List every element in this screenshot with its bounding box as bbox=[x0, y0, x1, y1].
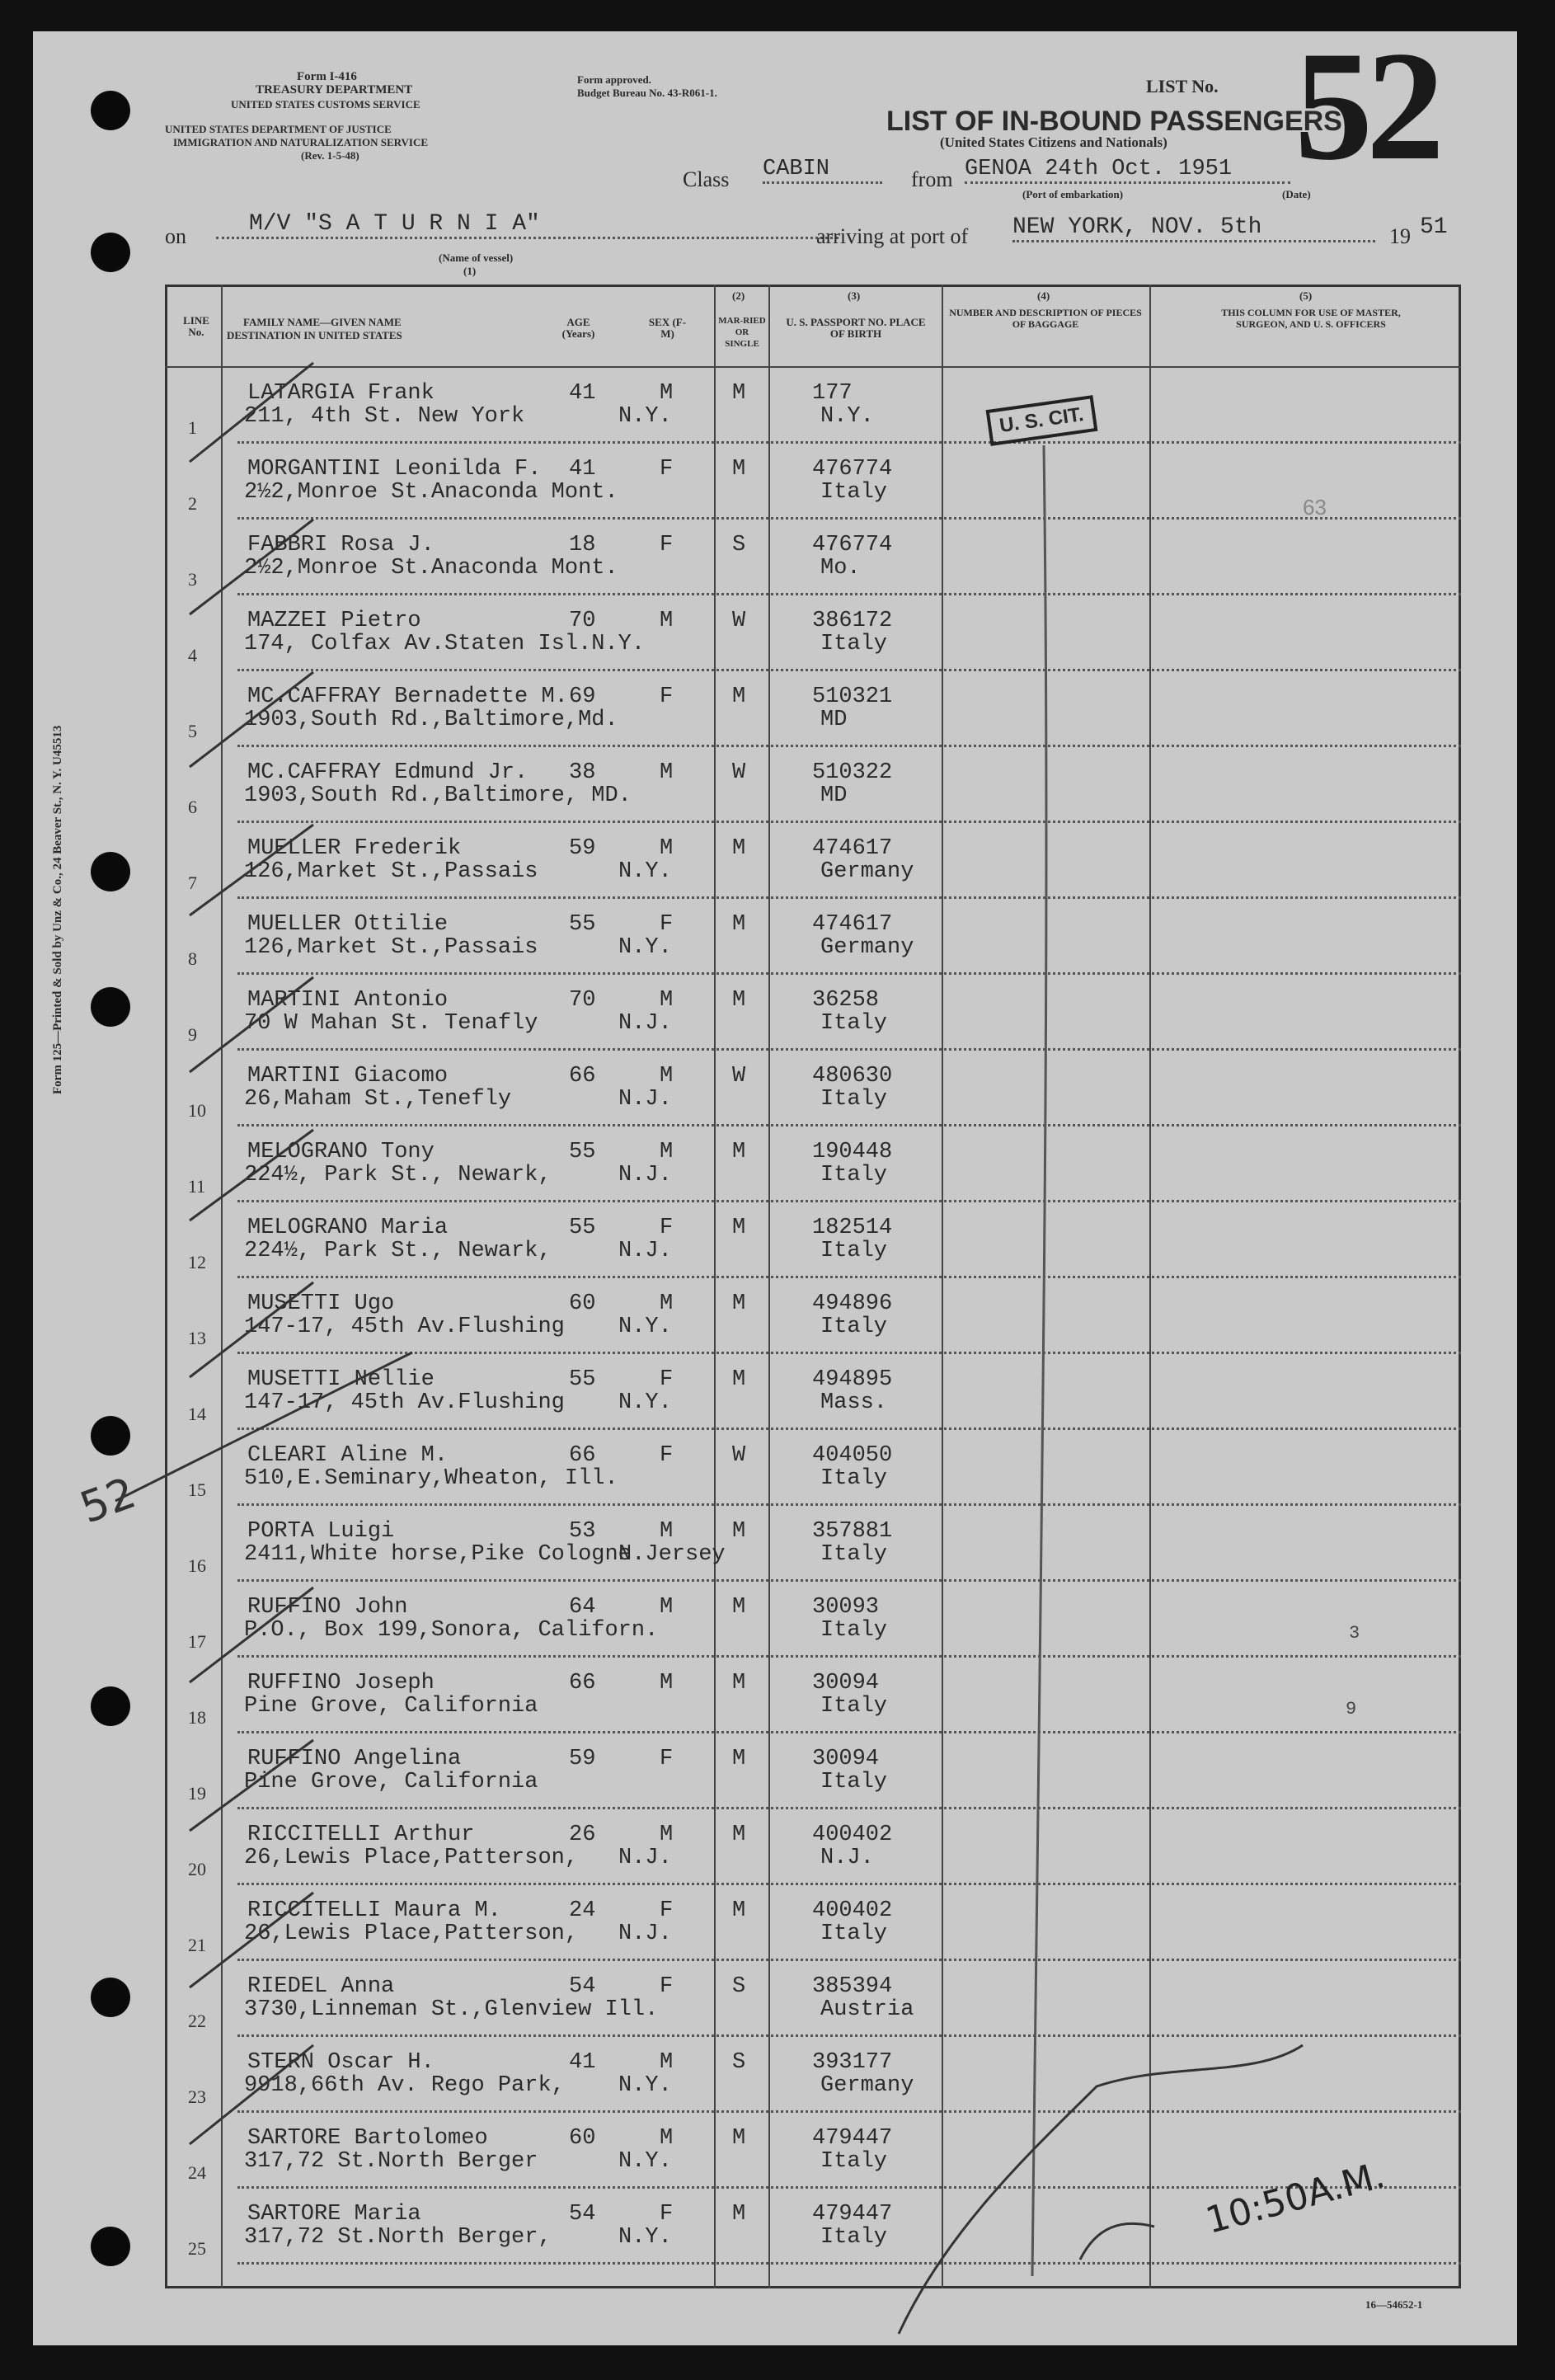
passenger-birthplace: Italy bbox=[820, 1618, 888, 1643]
passenger-passport: 476774 bbox=[812, 533, 893, 557]
passenger-state: N.Y. bbox=[618, 2149, 672, 2174]
manifest-subtitle: (United States Citizens and Nationals) bbox=[940, 134, 1167, 150]
passenger-birthplace: Italy bbox=[820, 1921, 888, 1946]
passenger-destination: P.O., Box 199,Sonora, Californ. bbox=[244, 1618, 659, 1643]
passenger-state: N.Y. bbox=[618, 1315, 672, 1339]
passenger-passport: 476774 bbox=[812, 457, 893, 482]
side-print: Form 125—Printed & Sold by Unz & Co., 24 Beaver St., N. Y. U45513 bbox=[51, 725, 64, 1094]
passenger-destination: 2411,White horse,Pike Cologne bbox=[244, 1542, 632, 1567]
passenger-name: MELOGRANO Maria bbox=[247, 1216, 449, 1240]
line-number: 15 bbox=[188, 1479, 206, 1500]
passenger-birthplace: Germany bbox=[820, 859, 914, 884]
passenger-name: STERN Oscar H. bbox=[247, 2050, 435, 2075]
passenger-birthplace: Mass. bbox=[820, 1390, 888, 1415]
passenger-passport: 510321 bbox=[812, 684, 893, 709]
revision-note: (Rev. 1-5-48) bbox=[301, 149, 359, 162]
passenger-sex: M bbox=[660, 988, 674, 1013]
passenger-name: PORTA Luigi bbox=[247, 1519, 395, 1544]
line-number: 18 bbox=[188, 1707, 206, 1728]
passenger-birthplace: Germany bbox=[820, 935, 914, 960]
passenger-state: N.Jersey bbox=[618, 1542, 726, 1567]
passenger-marital-status: W bbox=[732, 1064, 746, 1089]
arriving-label: arriving at port of bbox=[816, 224, 969, 248]
passenger-sex: F bbox=[660, 1443, 674, 1468]
passenger-marital-status: W bbox=[732, 760, 746, 785]
table-row bbox=[0, 1884, 1555, 1959]
passenger-destination: 3730,Linneman St.,Glenview Ill. bbox=[244, 1997, 659, 2022]
passenger-age: 55 bbox=[569, 912, 596, 937]
passenger-marital-status: M bbox=[732, 1823, 746, 1847]
passenger-destination: 9918,66th Av. Rego Park, bbox=[244, 2073, 565, 2098]
passenger-passport: 400402 bbox=[812, 1898, 893, 1923]
passenger-sex: F bbox=[660, 1367, 674, 1392]
passenger-sex: F bbox=[660, 1747, 674, 1771]
passenger-age: 70 bbox=[569, 609, 596, 633]
passenger-name: MUELLER Frederik bbox=[247, 836, 462, 861]
passenger-age: 64 bbox=[569, 1595, 596, 1620]
passenger-marital-status: M bbox=[732, 1595, 746, 1620]
line-number: 6 bbox=[188, 797, 197, 817]
table-row bbox=[0, 1049, 1555, 1125]
passenger-birthplace: MD bbox=[820, 708, 848, 732]
passenger-state: N.J. bbox=[618, 1011, 672, 1036]
manifest-title: LIST OF IN-BOUND PASSENGERS bbox=[886, 106, 1342, 137]
passenger-birthplace: Italy bbox=[820, 1770, 888, 1794]
passenger-destination: 147-17, 45th Av.Flushing bbox=[244, 1315, 565, 1339]
passenger-destination: 2½2,Monroe St.Anaconda Mont. bbox=[244, 556, 618, 581]
passenger-state: N.Y. bbox=[618, 404, 672, 429]
passenger-marital-status: M bbox=[732, 381, 746, 406]
passenger-passport: 385394 bbox=[812, 1974, 893, 1999]
passenger-passport: 400402 bbox=[812, 1823, 893, 1847]
passenger-destination: 26,Lewis Place,Patterson, bbox=[244, 1846, 579, 1870]
passenger-birthplace: Italy bbox=[820, 1466, 888, 1491]
passenger-destination: 174, Colfax Av.Staten Isl.N.Y. bbox=[244, 632, 646, 656]
from-label: from bbox=[911, 167, 953, 191]
passenger-birthplace: Italy bbox=[820, 1087, 888, 1112]
passenger-passport: 182514 bbox=[812, 1216, 893, 1240]
col-header-sex: SEX (F-M) bbox=[648, 316, 687, 340]
passenger-age: 41 bbox=[569, 2050, 596, 2075]
passenger-birthplace: Italy bbox=[820, 1239, 888, 1263]
passenger-marital-status: M bbox=[732, 1291, 746, 1316]
line-number: 5 bbox=[188, 721, 197, 741]
col-header-married-num: (2) bbox=[732, 289, 745, 302]
passenger-marital-status: S bbox=[732, 1974, 746, 1999]
passenger-sex: F bbox=[660, 533, 674, 557]
budget-bureau: Budget Bureau No. 43-R061-1. bbox=[577, 87, 717, 99]
passenger-state: N.Y. bbox=[618, 2225, 672, 2250]
col-header-baggage-num: (4) bbox=[1037, 289, 1050, 302]
line-number: 4 bbox=[188, 645, 197, 666]
line-number: 20 bbox=[188, 1859, 206, 1879]
passenger-passport: 480630 bbox=[812, 1064, 893, 1089]
passenger-sex: M bbox=[660, 1064, 674, 1089]
passenger-age: 38 bbox=[569, 760, 596, 785]
table-row bbox=[0, 366, 1555, 442]
passenger-age: 55 bbox=[569, 1367, 596, 1392]
passenger-marital-status: M bbox=[732, 912, 746, 937]
table-row bbox=[0, 518, 1555, 594]
passenger-sex: M bbox=[660, 1291, 674, 1316]
passenger-name: RICCITELLI Maura M. bbox=[247, 1898, 501, 1923]
passenger-sex: M bbox=[660, 1519, 674, 1544]
passenger-birthplace: Mo. bbox=[820, 556, 861, 581]
passenger-birthplace: Italy bbox=[820, 1163, 888, 1188]
passenger-birthplace: N.Y. bbox=[820, 404, 874, 429]
passenger-destination: 26,Maham St.,Tenefly bbox=[244, 1087, 512, 1112]
passenger-passport: 494895 bbox=[812, 1367, 893, 1392]
passenger-sex: F bbox=[660, 912, 674, 937]
line-number: 19 bbox=[188, 1783, 206, 1804]
line-number: 3 bbox=[188, 569, 197, 590]
col-header-baggage: NUMBER AND DESCRIPTION OF PIECES OF BAGGAGE bbox=[949, 307, 1142, 330]
year-prefix: 19 bbox=[1389, 224, 1411, 248]
passenger-marital-status: M bbox=[732, 1671, 746, 1696]
passenger-name: CLEARI Aline M. bbox=[247, 1443, 449, 1468]
col-header-destination: DESTINATION IN UNITED STATES bbox=[227, 329, 402, 341]
passenger-age: 66 bbox=[569, 1064, 596, 1089]
passenger-destination: 126,Market St.,Passais bbox=[244, 859, 538, 884]
passenger-sex: M bbox=[660, 1823, 674, 1847]
passenger-state: N.Y. bbox=[618, 1390, 672, 1415]
passenger-marital-status: M bbox=[732, 988, 746, 1013]
passenger-age: 24 bbox=[569, 1898, 596, 1923]
table-row bbox=[0, 1808, 1555, 1884]
line-number: 10 bbox=[188, 1100, 206, 1121]
passenger-state: N.J. bbox=[618, 1087, 672, 1112]
passenger-name: MUSETTI Ugo bbox=[247, 1291, 395, 1316]
passenger-birthplace: Italy bbox=[820, 1315, 888, 1339]
table-row bbox=[0, 1732, 1555, 1808]
passenger-passport: 30094 bbox=[812, 1671, 880, 1696]
table-row bbox=[0, 1125, 1555, 1201]
passenger-destination: 211, 4th St. New York bbox=[244, 404, 525, 429]
customs-service: UNITED STATES CUSTOMS SERVICE bbox=[231, 98, 420, 111]
passenger-state: N.Y. bbox=[618, 2073, 672, 2098]
table-row bbox=[0, 1504, 1555, 1580]
line-number: 25 bbox=[188, 2238, 206, 2259]
line-number: 12 bbox=[188, 1252, 206, 1272]
line-number: 11 bbox=[188, 1176, 206, 1197]
passenger-marital-status: S bbox=[732, 2050, 746, 2075]
passenger-sex: M bbox=[660, 1140, 674, 1164]
passenger-sex: F bbox=[660, 1898, 674, 1923]
right-note: 63 bbox=[1303, 495, 1327, 520]
justice-department: UNITED STATES DEPARTMENT OF JUSTICE bbox=[165, 123, 392, 135]
passenger-age: 26 bbox=[569, 1823, 596, 1847]
passenger-passport: 177 bbox=[812, 381, 853, 406]
passenger-birthplace: MD bbox=[820, 783, 848, 808]
passenger-passport: 357881 bbox=[812, 1519, 893, 1544]
table-row bbox=[0, 1201, 1555, 1277]
passenger-state: N.Y. bbox=[618, 859, 672, 884]
passenger-sex: M bbox=[660, 2050, 674, 2075]
vessel-name: M/V "S A T U R N I A" bbox=[216, 211, 839, 239]
passenger-name: MARTINI Giacomo bbox=[247, 1064, 449, 1089]
passenger-sex: M bbox=[660, 609, 674, 633]
treasury-department: TREASURY DEPARTMENT bbox=[256, 83, 413, 96]
table-row bbox=[0, 1277, 1555, 1352]
passenger-state: N.J. bbox=[618, 1921, 672, 1946]
col-header-name: FAMILY NAME—GIVEN NAME bbox=[243, 316, 402, 328]
passenger-sex: F bbox=[660, 1216, 674, 1240]
passenger-destination: 1903,South Rd.,Baltimore, MD. bbox=[244, 783, 632, 808]
passenger-birthplace: Italy bbox=[820, 2149, 888, 2174]
list-no-label: LIST No. bbox=[1146, 76, 1219, 96]
passenger-name: SARTORE Maria bbox=[247, 2202, 421, 2227]
passenger-destination: 126,Market St.,Passais bbox=[244, 935, 538, 960]
punch-hole bbox=[91, 233, 130, 272]
list-number: 52 bbox=[1294, 20, 1438, 193]
vessel-note: (Name of vessel) bbox=[439, 252, 514, 264]
passenger-name: MAZZEI Pietro bbox=[247, 609, 421, 633]
passenger-name: RUFFINO Joseph bbox=[247, 1671, 435, 1696]
line-number: 13 bbox=[188, 1328, 206, 1348]
line-number: 22 bbox=[188, 2011, 206, 2031]
right-digit: 9 bbox=[1346, 1699, 1357, 1719]
passenger-passport: 36258 bbox=[812, 988, 880, 1013]
passenger-birthplace: N.J. bbox=[820, 1846, 874, 1870]
form-approved: Form approved. bbox=[577, 73, 652, 86]
passenger-marital-status: W bbox=[732, 609, 746, 633]
passenger-destination: 224½, Park St., Newark, bbox=[244, 1239, 552, 1263]
passenger-marital-status: M bbox=[732, 2202, 746, 2227]
passenger-birthplace: Germany bbox=[820, 2073, 914, 2098]
date-note: (Date) bbox=[1282, 188, 1311, 200]
passenger-name: LATARGIA Frank bbox=[247, 381, 435, 406]
right-digit: 3 bbox=[1349, 1623, 1360, 1644]
passenger-passport: 479447 bbox=[812, 2202, 893, 2227]
passenger-passport: 479447 bbox=[812, 2126, 893, 2151]
line-number: 14 bbox=[188, 1404, 206, 1424]
passenger-destination: 147-17, 45th Av.Flushing bbox=[244, 1390, 565, 1415]
row-separator bbox=[237, 2262, 1461, 2265]
table-row bbox=[0, 897, 1555, 973]
line-number: 8 bbox=[188, 948, 197, 969]
passenger-name: MORGANTINI Leonilda F. bbox=[247, 457, 542, 482]
passenger-state: N.Y. bbox=[618, 935, 672, 960]
table-row bbox=[0, 973, 1555, 1049]
passenger-sex: M bbox=[660, 836, 674, 861]
passenger-sex: F bbox=[660, 1974, 674, 1999]
passenger-age: 53 bbox=[569, 1519, 596, 1544]
passenger-birthplace: Italy bbox=[820, 632, 888, 656]
on-label: on bbox=[165, 224, 186, 248]
class-value: CABIN bbox=[763, 157, 882, 184]
passenger-name: MARTINI Antonio bbox=[247, 988, 449, 1013]
table-row bbox=[0, 1580, 1555, 1656]
class-label: Class bbox=[683, 167, 730, 191]
passenger-name: MC.CAFFRAY Edmund Jr. bbox=[247, 760, 529, 785]
passenger-name: RIEDEL Anna bbox=[247, 1974, 395, 1999]
passenger-passport: 474617 bbox=[812, 836, 893, 861]
passenger-marital-status: M bbox=[732, 836, 746, 861]
passenger-marital-status: M bbox=[732, 1747, 746, 1771]
passenger-marital-status: M bbox=[732, 1216, 746, 1240]
passenger-marital-status: M bbox=[732, 457, 746, 482]
passenger-age: 55 bbox=[569, 1216, 596, 1240]
passenger-marital-status: M bbox=[732, 1367, 746, 1392]
passenger-marital-status: M bbox=[732, 684, 746, 709]
passenger-passport: 30093 bbox=[812, 1595, 880, 1620]
passenger-name: MC.CAFFRAY Bernadette M. bbox=[247, 684, 568, 709]
passenger-sex: M bbox=[660, 1595, 674, 1620]
passenger-name: MUSETTI Nellie bbox=[247, 1367, 435, 1392]
passenger-destination: 1903,South Rd.,Baltimore,Md. bbox=[244, 708, 618, 732]
form-number: Form I-416 bbox=[297, 70, 357, 83]
passenger-marital-status: M bbox=[732, 1140, 746, 1164]
passenger-name: MUELLER Ottilie bbox=[247, 912, 449, 937]
passenger-age: 18 bbox=[569, 533, 596, 557]
passenger-age: 66 bbox=[569, 1443, 596, 1468]
passenger-passport: 404050 bbox=[812, 1443, 893, 1468]
passenger-birthplace: Austria bbox=[820, 1997, 914, 2022]
footer-code: 16—54652-1 bbox=[1365, 2298, 1423, 2311]
passenger-passport: 386172 bbox=[812, 609, 893, 633]
passenger-destination: Pine Grove, California bbox=[244, 1694, 538, 1719]
passenger-sex: F bbox=[660, 684, 674, 709]
arriving-value: NEW YORK, NOV. 5th bbox=[1012, 214, 1375, 242]
passenger-sex: F bbox=[660, 457, 674, 482]
embark-note: (Port of embarkation) bbox=[1022, 188, 1124, 200]
passenger-age: 59 bbox=[569, 836, 596, 861]
passenger-destination: 510,E.Seminary,Wheaton, Ill. bbox=[244, 1466, 618, 1491]
passenger-passport: 393177 bbox=[812, 2050, 893, 2075]
passenger-age: 60 bbox=[569, 2126, 596, 2151]
passenger-sex: M bbox=[660, 2126, 674, 2151]
passenger-age: 60 bbox=[569, 1291, 596, 1316]
table-row bbox=[0, 821, 1555, 897]
passenger-destination: 317,72 St.North Berger, bbox=[244, 2225, 552, 2250]
passenger-age: 54 bbox=[569, 1974, 596, 1999]
table-row bbox=[0, 1352, 1555, 1428]
passenger-destination: 70 W Mahan St. Tenafly bbox=[244, 1011, 538, 1036]
passenger-age: 70 bbox=[569, 988, 596, 1013]
table-row bbox=[0, 2035, 1555, 2111]
line-number: 9 bbox=[188, 1024, 197, 1045]
passenger-sex: M bbox=[660, 760, 674, 785]
passenger-name: RUFFINO Angelina bbox=[247, 1747, 462, 1771]
passenger-age: 66 bbox=[569, 1671, 596, 1696]
passenger-passport: 474617 bbox=[812, 912, 893, 937]
passenger-marital-status: M bbox=[732, 1898, 746, 1923]
col-header-passport: U. S. PASSPORT NO. PLACE OF BIRTH bbox=[786, 316, 926, 340]
line-number: 24 bbox=[188, 2162, 206, 2183]
passenger-destination: 2½2,Monroe St.Anaconda Mont. bbox=[244, 480, 618, 505]
passenger-age: 59 bbox=[569, 1747, 596, 1771]
from-value: GENOA 24th Oct. 1951 bbox=[965, 157, 1290, 184]
col-header-married: MAR-RIED OR SINGLE bbox=[718, 316, 766, 349]
passenger-passport: 510322 bbox=[812, 760, 893, 785]
col-header-passport-num: (3) bbox=[848, 289, 861, 302]
line-number: 21 bbox=[188, 1935, 206, 1955]
line-number: 2 bbox=[188, 493, 197, 514]
passenger-birthplace: Italy bbox=[820, 1694, 888, 1719]
passenger-name: FABBRI Rosa J. bbox=[247, 533, 435, 557]
passenger-passport: 494896 bbox=[812, 1291, 893, 1316]
col-header-line-no: LINE No. bbox=[183, 314, 209, 338]
passenger-age: 55 bbox=[569, 1140, 596, 1164]
passenger-marital-status: W bbox=[732, 1443, 746, 1468]
passenger-age: 41 bbox=[569, 457, 596, 482]
line-number: 7 bbox=[188, 873, 197, 893]
passenger-destination: 317,72 St.North Berger bbox=[244, 2149, 538, 2174]
immigration-service: IMMIGRATION AND NATURALIZATION SERVICE bbox=[173, 136, 429, 148]
passenger-birthplace: Italy bbox=[820, 480, 888, 505]
passenger-age: 41 bbox=[569, 381, 596, 406]
passenger-destination: 224½, Park St., Newark, bbox=[244, 1163, 552, 1188]
passenger-name: RICCITELLI Arthur bbox=[247, 1823, 475, 1847]
passenger-passport: 30094 bbox=[812, 1747, 880, 1771]
passenger-marital-status: S bbox=[732, 533, 746, 557]
passenger-birthplace: Italy bbox=[820, 1011, 888, 1036]
passenger-sex: M bbox=[660, 1671, 674, 1696]
table-row bbox=[0, 670, 1555, 746]
passenger-destination: 26,Lewis Place,Patterson, bbox=[244, 1921, 579, 1946]
passenger-state: N.J. bbox=[618, 1239, 672, 1263]
passenger-age: 69 bbox=[569, 684, 596, 709]
passenger-passport: 190448 bbox=[812, 1140, 893, 1164]
time-note: 10:50A.M. bbox=[1201, 2154, 1389, 2242]
line-number: 17 bbox=[188, 1631, 206, 1652]
passenger-sex: F bbox=[660, 2202, 674, 2227]
line-number: 16 bbox=[188, 1555, 206, 1576]
passenger-name: RUFFINO John bbox=[247, 1595, 408, 1620]
passenger-age: 54 bbox=[569, 2202, 596, 2227]
passenger-name: MELOGRANO Tony bbox=[247, 1140, 435, 1164]
passenger-state: N.J. bbox=[618, 1163, 672, 1188]
table-row bbox=[0, 1428, 1555, 1504]
col-header-officers-num: (5) bbox=[1299, 289, 1313, 302]
table-row bbox=[0, 1959, 1555, 2035]
passenger-state: N.J. bbox=[618, 1846, 672, 1870]
col-header-age: AGE (Years) bbox=[561, 316, 595, 340]
line-number: 1 bbox=[188, 417, 197, 438]
us-citizen-stamp: U. S. CIT. bbox=[986, 395, 1098, 446]
table-row bbox=[0, 746, 1555, 821]
col-header-officers: THIS COLUMN FOR USE OF MASTER, SURGEON, AND U. S. OFFICERS bbox=[1221, 307, 1401, 330]
table-row bbox=[0, 1656, 1555, 1732]
passenger-birthplace: Italy bbox=[820, 1542, 888, 1567]
left-margin-number: 52 bbox=[73, 1468, 143, 1534]
line-number: 23 bbox=[188, 2086, 206, 2107]
year-suffix: 51 bbox=[1420, 214, 1448, 240]
passenger-name: SARTORE Bartolomeo bbox=[247, 2126, 488, 2151]
passenger-sex: M bbox=[660, 381, 674, 406]
passenger-marital-status: M bbox=[732, 2126, 746, 2151]
passenger-marital-status: M bbox=[732, 1519, 746, 1544]
table-row bbox=[0, 594, 1555, 670]
vessel-col: (1) bbox=[463, 265, 477, 277]
punch-hole bbox=[91, 91, 130, 130]
passenger-destination: Pine Grove, California bbox=[244, 1770, 538, 1794]
passenger-birthplace: Italy bbox=[820, 2225, 888, 2250]
